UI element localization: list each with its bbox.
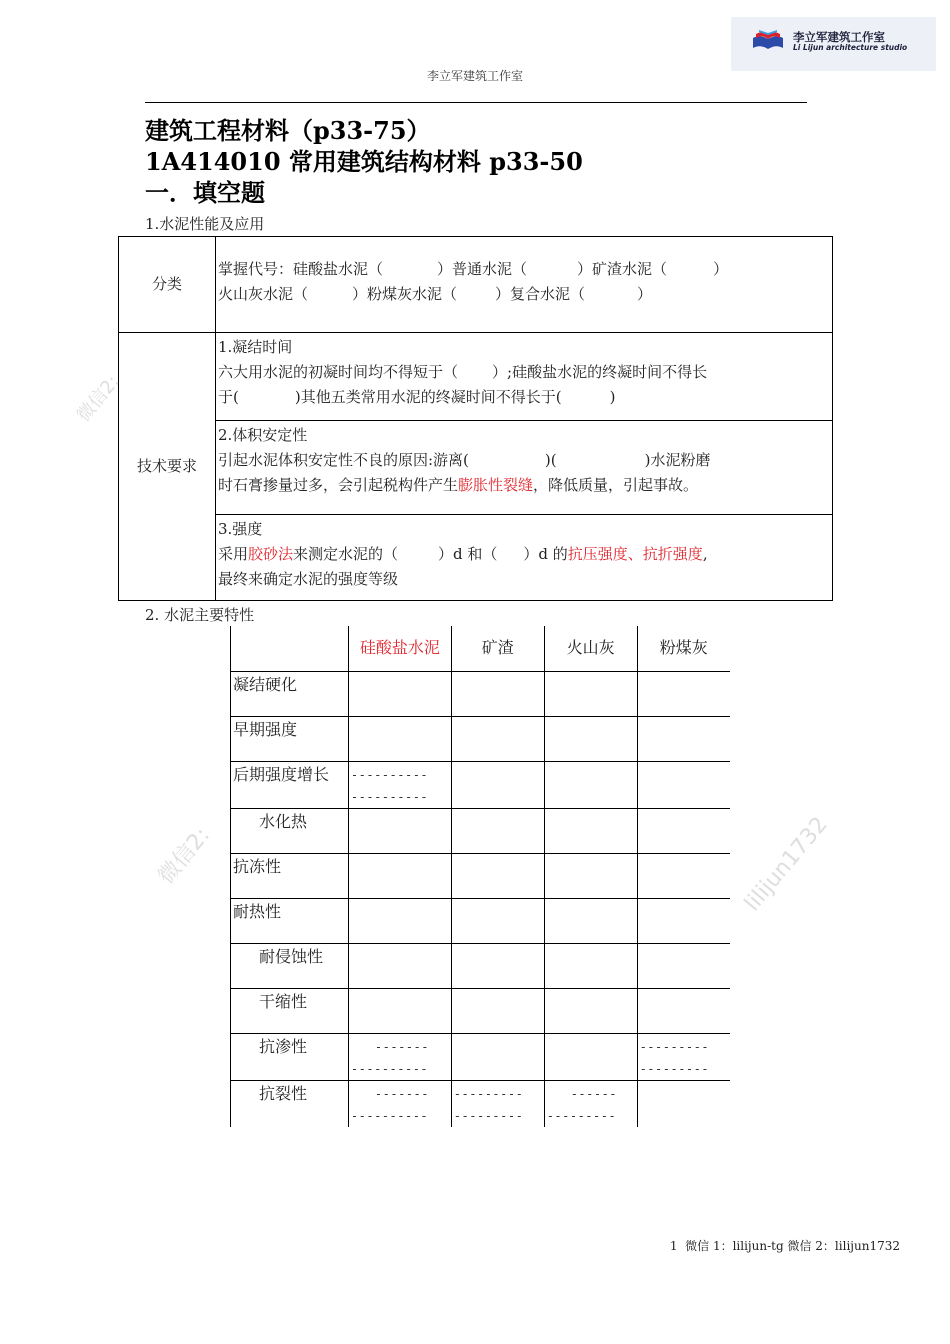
classify-cell: 掌握代号：硅酸盐水泥（ ）普通水泥（ ）矿渣水泥（ ） 火山灰水泥（ ）粉煤灰水泥（ ）复合水泥（ ） xyxy=(216,237,833,333)
footer-contact: 微信 1：lilijun-tg 微信 2：lilijun1732 xyxy=(685,1239,900,1253)
section1-heading: 1.水泥性能及应用 xyxy=(145,215,265,233)
table-header-row xyxy=(231,626,731,671)
page-header: 李立军建筑工作室 xyxy=(426,69,523,83)
strength-cell: 3.强度 采用胶砂法来测定水泥的（ ）d 和（ ）d 的抗压强度、抗折强度, 最终来确定水泥的强度等级 xyxy=(216,515,833,601)
table-row xyxy=(231,716,731,761)
col-header-pozzolanic: 火山灰 xyxy=(544,626,637,671)
setting-time-cell: 1.凝结时间 六大用水泥的初凝时间均不得短于（ ）;硅酸盐水泥的终凝时间不得长 于( )其他五类常用水泥的终凝时间不得长于( ) xyxy=(216,333,833,421)
cement-properties-table xyxy=(118,236,833,601)
table-row xyxy=(119,237,833,333)
col-header-slag: 矿渣 xyxy=(451,626,544,671)
table-row xyxy=(231,808,731,853)
table-row: 抗裂性 ------- ---------- --------- --------- ------ --------- xyxy=(231,1080,731,1127)
row-header: 耐热性 xyxy=(231,898,349,943)
chapter-title: 建筑工程材料（p33-75） xyxy=(145,116,431,145)
table-row xyxy=(231,943,731,988)
row-header: 早期强度 xyxy=(231,716,349,761)
row-header: 后期强度增长 xyxy=(231,761,349,808)
col-header-flyash: 粉煤灰 xyxy=(637,626,730,671)
page-footer xyxy=(670,1237,900,1254)
section2-heading: 2. 水泥主要特性 xyxy=(145,606,255,624)
table-row xyxy=(119,421,833,515)
row-header: 抗冻性 xyxy=(231,853,349,898)
cement-characteristics-table xyxy=(230,626,730,1127)
exercise-type-title: 一．填空题 xyxy=(145,178,265,207)
table-row xyxy=(231,988,731,1033)
table-row xyxy=(119,333,833,421)
watermark-text: 微信2: xyxy=(73,371,124,427)
row-header: 抗裂性 xyxy=(231,1080,349,1127)
table-row: 抗渗性 ------- ---------- --------- --------- xyxy=(231,1033,731,1080)
row-label-tech: 技术要求 xyxy=(119,333,216,601)
soundness-cell: 2.体积安定性 引起水泥体积安定性不良的原因:游离( )( )水泥粉磨 时石膏掺量过多，会引起税构件产生膨胀性裂缝，降低质量，引起事故。 xyxy=(216,421,833,515)
row-label-classify: 分类 xyxy=(119,237,216,333)
row-header: 水化热 xyxy=(231,808,349,853)
corner-cell xyxy=(231,626,349,671)
table-row xyxy=(119,515,833,601)
section-title: 1A414010 常用建筑结构材料 p33-50 xyxy=(145,147,583,176)
page-number: 1 xyxy=(669,1239,678,1253)
table-row: 后期强度增长 ---------- ---------- xyxy=(231,761,731,808)
studio-logo xyxy=(731,17,936,71)
row-header: 干缩性 xyxy=(231,988,349,1033)
logo-name-cn: 李立军建筑工作室 xyxy=(793,30,885,44)
header-divider xyxy=(145,102,807,103)
table-row xyxy=(231,671,731,716)
watermark-text: 微信2: xyxy=(153,823,216,890)
row-header: 抗渗性 xyxy=(231,1033,349,1080)
row-header: 凝结硬化 xyxy=(231,671,349,716)
table-row xyxy=(231,898,731,943)
logo-name-en: Li Lijun architecture studio xyxy=(793,43,908,52)
row-header: 耐侵蚀性 xyxy=(231,943,349,988)
col-header-portland: 硅酸盐水泥 xyxy=(348,626,451,671)
table-row xyxy=(231,853,731,898)
watermark-text: lilijun1732 xyxy=(740,812,833,917)
logo-book-icon xyxy=(751,28,785,54)
